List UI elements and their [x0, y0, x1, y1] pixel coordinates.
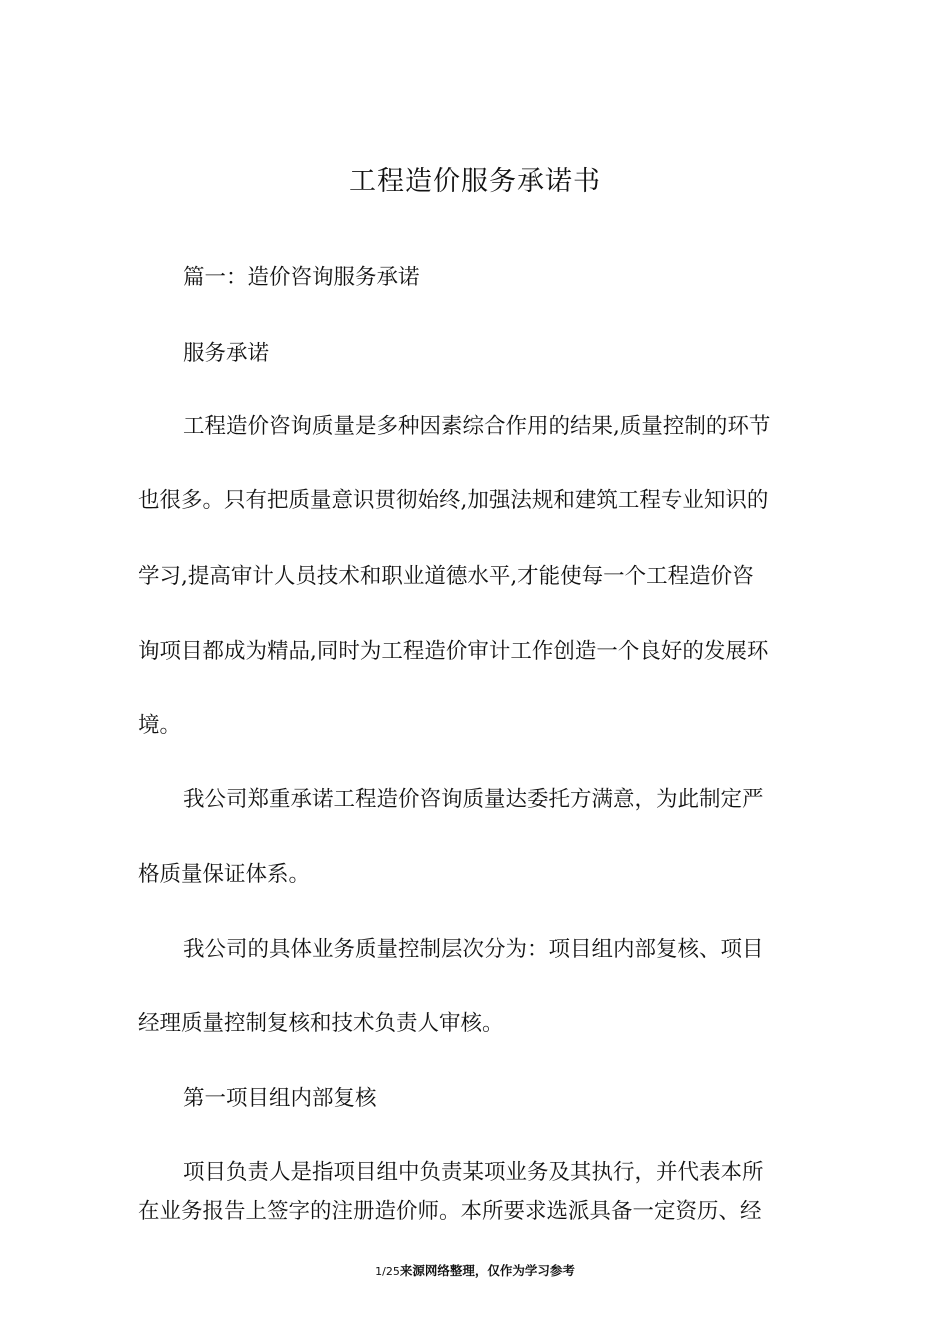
- paragraph-line: 我公司郑重承诺工程造价咨询质量达委托方满意，为此制定严: [183, 787, 764, 812]
- document-title: 工程造价服务承诺书: [349, 166, 601, 197]
- paragraph-line: 工程造价咨询质量是多种因素综合作用的结果,质量控制的环节: [183, 414, 771, 439]
- subheading: 服务承诺: [183, 341, 270, 366]
- paragraph-line: 格质量保证体系。: [138, 862, 311, 887]
- section-heading: 篇一：造价咨询服务承诺: [183, 265, 420, 290]
- paragraph-line: 经理质量控制复核和技术负责人审核。: [138, 1011, 504, 1036]
- footer-note: 来源网络整理，仅作为学习参考: [399, 1263, 575, 1278]
- paragraph-line: 项目负责人是指项目组中负责某项业务及其执行，并代表本所: [183, 1160, 764, 1185]
- page-footer: [0, 1262, 950, 1281]
- paragraph-line: 学习,提高审计人员技术和职业道德水平,才能使每一个工程造价咨: [138, 564, 754, 589]
- paragraph-line: 询项目都成为精品,同时为工程造价审计工作创造一个良好的发展环: [138, 639, 769, 664]
- page-number: 1/25: [375, 1265, 400, 1278]
- paragraph-line: 在业务报告上签字的注册造价师。本所要求选派具备一定资历、经: [138, 1199, 762, 1224]
- paragraph-line: 也很多。只有把质量意识贯彻始终,加强法规和建筑工程专业知识的: [138, 488, 769, 513]
- subheading: 第一项目组内部复核: [183, 1086, 377, 1111]
- paragraph-line: 境。: [138, 713, 182, 738]
- paragraph-line: 我公司的具体业务质量控制层次分为：项目组内部复核、项目: [183, 937, 764, 962]
